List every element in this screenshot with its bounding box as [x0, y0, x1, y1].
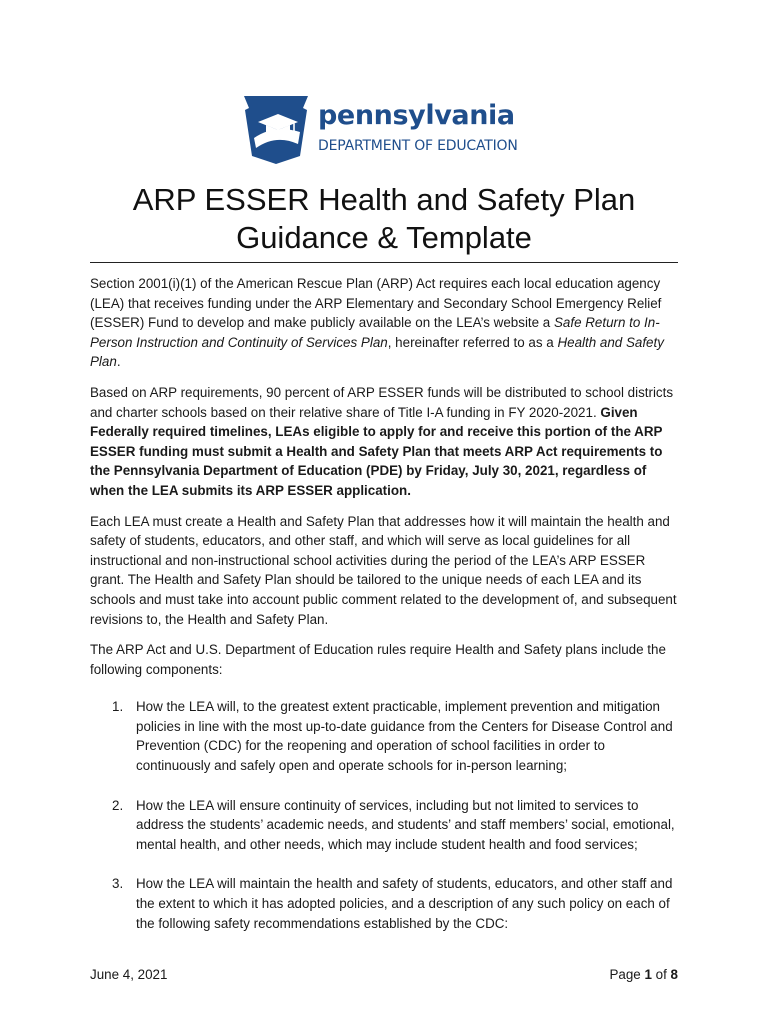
list-item-number: 2.	[112, 797, 124, 813]
list-item-text: How the LEA will ensure continuity of services, including but not limited to services to address the students’ academic needs, and students’ and staff members’ social, emotional, mental health, and other needs, which may include student health and food services;	[136, 797, 675, 852]
components-list	[90, 697, 682, 933]
page-total: 8	[670, 967, 678, 982]
list-item	[90, 874, 682, 933]
paragraph-1-text-c: , hereinafter referred to as a	[387, 334, 558, 350]
paragraph-1-text-e: .	[116, 354, 121, 370]
paragraph-1-text-a: Section 2001(i)(1) of the American Rescue Plan (ARP) Act requires each local education agency (LEA) that receives funding under the ARP Elementary and Secondary School Emergency Relief (ESSER) Fund to develop and make publicly available on the LEA’s website a	[90, 276, 662, 331]
list-item	[90, 796, 682, 855]
pde-logo	[240, 94, 530, 166]
footer-page-number	[609, 967, 678, 982]
plan-full-name: Safe Return to In-Person Instruction and Continuity of Services Plan	[90, 315, 660, 350]
document-body	[90, 274, 682, 953]
paragraph-2	[90, 383, 682, 501]
logo-name: pennsylvania	[318, 100, 515, 131]
list-item-number: 1.	[112, 699, 124, 715]
deadline-notice: Given Federally required timelines, LEAs eligible to apply for and receive this portion of the ARP ESSER funding must submit a Health and Safety Plan that meets ARP Act requirements to the Pennsylvania Department of Education (PDE) by Friday, July 30, 2021, regardless of when the LEA submits its ARP ESSER application.	[90, 404, 663, 498]
title-divider	[90, 262, 678, 263]
paragraph-2-text: Based on ARP requirements, 90 percent of ARP ESSER funds will be distributed to school districts and charter schools based on their relative share of Title I-A funding in FY 2020-2021.	[90, 384, 674, 420]
footer-date: June 4, 2021	[90, 967, 168, 982]
list-item-text: How the LEA will maintain the health and safety of students, educators, and other staff and the extent to which it has adopted policies, and a description of any such policy on each of the following safety recommendations established by the CDC:	[136, 876, 673, 931]
page-of: of	[655, 967, 667, 982]
list-item-number: 3.	[112, 876, 124, 892]
logo-department: DEPARTMENT OF EDUCATION	[318, 138, 518, 154]
title-line-2: Guidance & Template	[236, 220, 532, 255]
page-current: 1	[644, 967, 652, 982]
list-item	[90, 697, 682, 775]
plan-short-name: Health and Safety Plan	[90, 334, 664, 370]
title-line-1: ARP ESSER Health and Safety Plan	[132, 182, 636, 217]
paragraph-1	[90, 274, 682, 372]
document-title	[90, 181, 678, 257]
keystone-graduation-cap-icon	[240, 94, 312, 166]
page-label: Page	[609, 967, 641, 982]
paragraph-3: Each LEA must create a Health and Safety Plan that addresses how it will maintain the health and safety of students, educators, and other staff, and which will serve as local guidelines for all instructional and non-instructional school activities during the period of the LEA’s ARP ESSER grant. The Health and Safety Plan should be tailored to the unique needs of each LEA and its schools and must take into account public comment related to the development of, and subsequent revisions to, the Health and Safety Plan.	[90, 513, 677, 627]
paragraph-4: The ARP Act and U.S. Department of Education rules require Health and Safety plans include the following components:	[90, 642, 666, 677]
list-item-text: How the LEA will, to the greatest extent practicable, implement prevention and mitigation policies in line with the most up-to-date guidance from the Centers for Disease Control and Prevention (CDC) for the reopening and operation of school facilities in order to continuously and safely open and operate schools for in-person learning;	[136, 699, 673, 774]
